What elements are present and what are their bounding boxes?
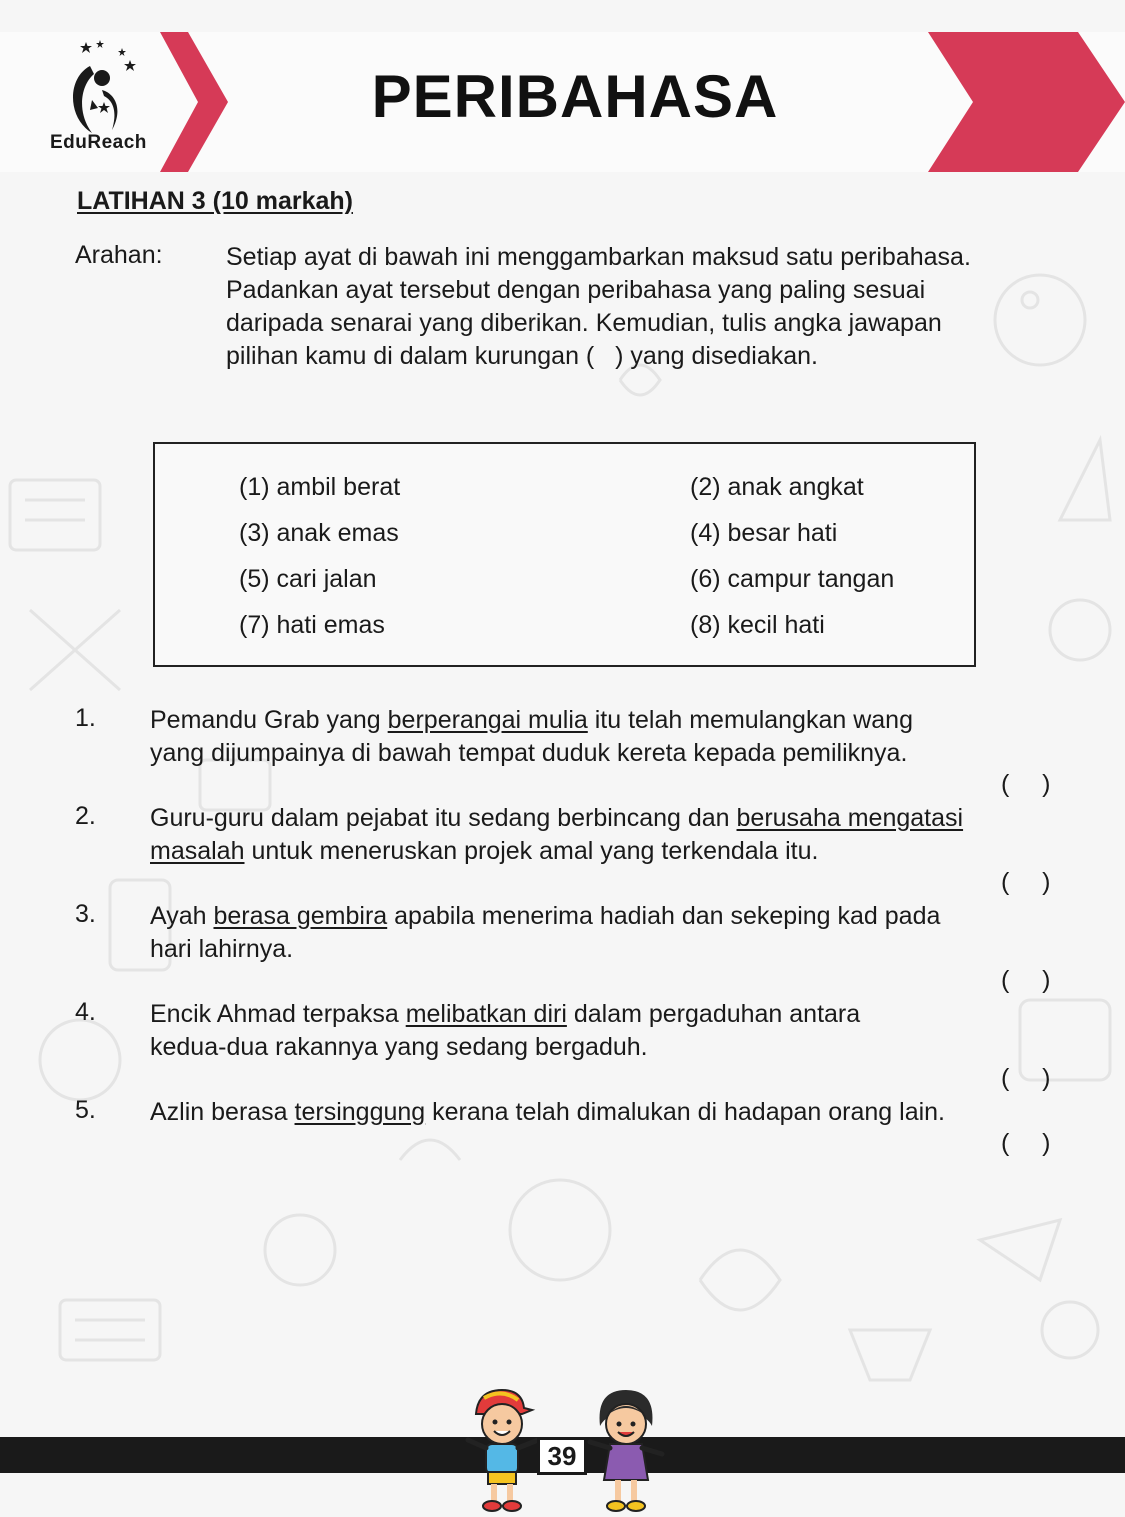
option-item: (7) hati emas (239, 611, 385, 639)
question-number: 3. (75, 900, 96, 928)
underlined-phrase: masalah (150, 837, 245, 865)
instructions-text (226, 241, 1056, 373)
underlined-phrase: melibatkan diri (405, 1000, 567, 1028)
option-item: (3) anak emas (239, 519, 399, 547)
logo-text: EduReach (50, 132, 147, 153)
instructions-line: Setiap ayat di bawah ini menggambarkan maksud satu peribahasa. (226, 243, 971, 271)
underlined-phrase: berasa gembira (213, 902, 388, 930)
question-number: 1. (75, 704, 96, 732)
instructions-line: Padankan ayat tersebut dengan peribahasa yang paling sesuai (226, 276, 926, 304)
instructions-label: Arahan: (75, 241, 163, 269)
option-item: (1) ambil berat (239, 473, 401, 501)
question-number: 5. (75, 1096, 96, 1124)
question-number: 2. (75, 802, 96, 830)
underlined-phrase: berusaha mengatasi (736, 804, 964, 832)
underlined-phrase: tersinggung (294, 1098, 426, 1126)
answer-brackets[interactable]: ( ) (1001, 1129, 1052, 1157)
instructions-line: daripada senarai yang diberikan. Kemudian, tulis angka jawapan (226, 309, 942, 337)
answer-brackets[interactable]: ( ) (1001, 770, 1052, 798)
question-text: Azlin berasa tersinggung kerana telah dimalukan di hadapan orang lain. (150, 1098, 945, 1126)
left-chevron-decoration (160, 32, 230, 172)
underlined-phrase: berperangai mulia (387, 706, 588, 734)
option-item: (4) besar hati (690, 519, 838, 547)
answer-brackets[interactable]: ( ) (1001, 1064, 1052, 1092)
option-item: (8) kecil hati (690, 611, 825, 639)
right-chevron-decoration (928, 32, 1125, 172)
option-item: (5) cari jalan (239, 565, 377, 593)
option-item: (2) anak angkat (690, 473, 864, 501)
instructions-line: pilihan kamu di dalam kurungan ( ) yang disediakan. (226, 342, 819, 370)
question-text: Encik Ahmad terpaksa melibatkan diri dalam pergaduhan antara kedua-dua rakannya yang sedang bergaduh. (150, 1000, 861, 1061)
answer-brackets[interactable]: ( ) (1001, 868, 1052, 896)
question-text: Ayah berasa gembira apabila menerima hadiah dan sekeping kad pada hari lahirnya. (150, 902, 941, 963)
boy-mascot-icon (462, 1384, 540, 1514)
page-title: PERIBAHASA (371, 63, 779, 130)
section-title: LATIHAN 3 (10 markah) (77, 187, 353, 215)
girl-mascot-icon (586, 1384, 666, 1514)
answer-brackets[interactable]: ( ) (1001, 966, 1052, 994)
page-number: 39 (537, 1437, 587, 1475)
question-text: Pemandu Grab yang berperangai mulia itu telah memulangkan wang yang dijumpainya di bawah tempat duduk kereta kepada pemiliknya. (150, 706, 913, 767)
question-text: Guru-guru dalam pejabat itu sedang berbincang dan berusaha mengatasi masalah untuk meneruskan projek amal yang terkendala itu. (150, 804, 964, 865)
question-number: 4. (75, 998, 96, 1026)
option-item: (6) campur tangan (690, 565, 895, 593)
